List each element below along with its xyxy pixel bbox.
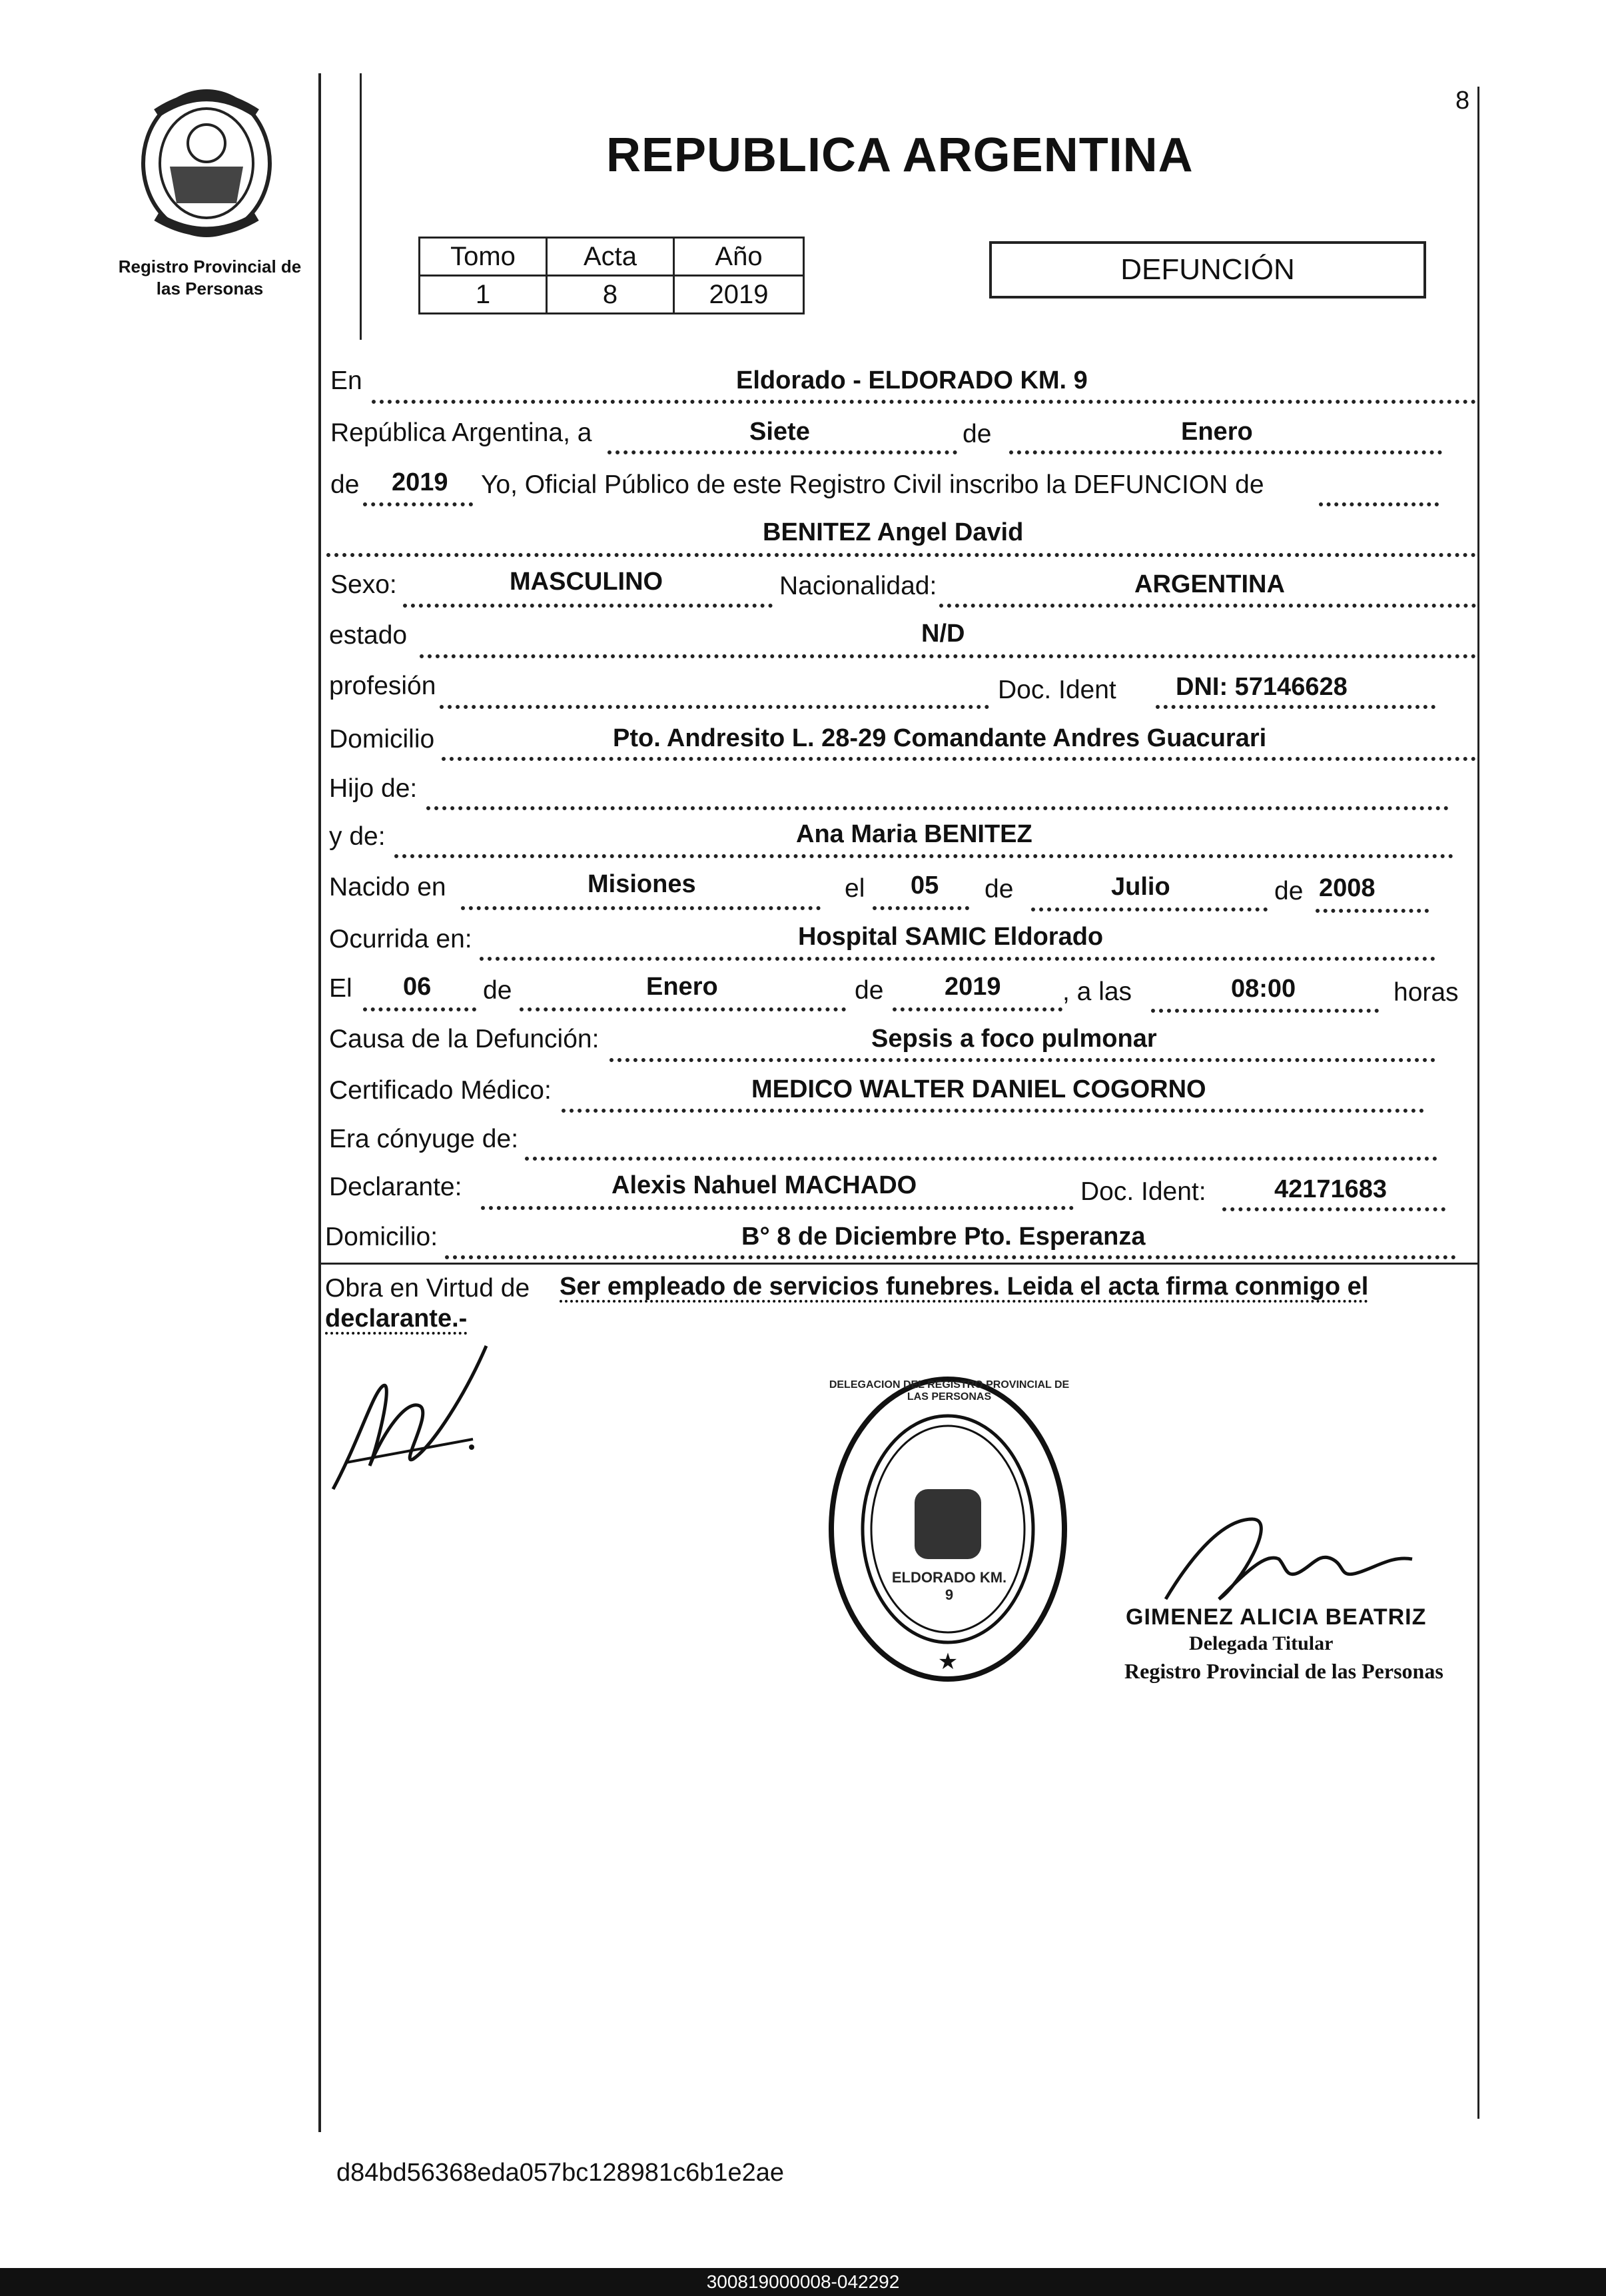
- ocurrida-label: Ocurrida en:: [329, 925, 472, 953]
- official-name: GIMENEZ ALICIA BEATRIZ: [1126, 1604, 1427, 1630]
- registry-name-line1: Registro Provincial de: [118, 257, 302, 277]
- left-margin-line-inner: [360, 73, 362, 340]
- page-number: 8: [1455, 87, 1470, 115]
- death-day-dots: [363, 1007, 476, 1011]
- y-de-label: y de:: [329, 822, 386, 851]
- death-time: 08:00: [1231, 975, 1296, 1003]
- profesion-label: profesión: [329, 672, 436, 700]
- official-dots: [1319, 502, 1439, 506]
- nacido-value: Misiones: [588, 870, 696, 898]
- domicilio-value: Pto. Andresito L. 28-29 Comandante Andres Guacurari: [613, 724, 1267, 752]
- death-month: Enero: [646, 973, 718, 1001]
- table-header-anio: Año: [674, 238, 804, 276]
- declarant-signature: [320, 1339, 506, 1499]
- table-value-anio: 2019: [674, 276, 804, 314]
- conyuge-dots: [525, 1157, 1437, 1161]
- de-label-2: de: [330, 470, 360, 499]
- hijo-dots: [426, 806, 1449, 810]
- stamp-ring-text: DELEGACION DEL REGISTRO PROVINCIAL DE LAS PERSONAS: [829, 1379, 1070, 1403]
- deceased-name: BENITEZ Angel David: [763, 518, 1024, 546]
- el-death-label: El: [329, 974, 352, 1003]
- section-divider: [320, 1263, 1479, 1265]
- record-table: [418, 237, 805, 314]
- document-hash: d84bd56368eda057bc128981c6b1e2ae: [336, 2159, 785, 2187]
- estado-value: N/D: [921, 620, 965, 648]
- de-label-5: de: [483, 976, 512, 1005]
- de-label-3: de: [985, 875, 1014, 903]
- month-value: Enero: [1181, 418, 1253, 446]
- name-dots: [326, 553, 1476, 557]
- certificado-dots: [562, 1109, 1424, 1113]
- document-type-box: [989, 241, 1426, 298]
- sexo-label: Sexo:: [330, 570, 397, 599]
- y-de-value: Ana Maria BENITEZ: [796, 820, 1032, 848]
- declarante-value: Alexis Nahuel MACHADO: [611, 1171, 917, 1199]
- death-time-dots: [1151, 1009, 1379, 1013]
- day-dots: [607, 450, 957, 454]
- document-type-label: DEFUNCIÓN: [1120, 253, 1295, 286]
- death-day: 06: [403, 973, 432, 1001]
- table-value-acta: 8: [547, 276, 674, 314]
- causa-label: Causa de la Defunción:: [329, 1025, 600, 1053]
- page-title: REPUBLICA ARGENTINA: [606, 129, 1194, 182]
- doc-ident2-dots: [1222, 1207, 1445, 1211]
- stamp-inner-text: ELDORADO KM. 9: [891, 1569, 1007, 1603]
- declarante-label: Declarante:: [329, 1173, 462, 1201]
- day-value: Siete: [749, 418, 810, 446]
- obra-value: Ser empleado de servicios funebres. Leida el acta firma conmigo el: [560, 1273, 1369, 1301]
- causa-value: Sepsis a foco pulmonar: [871, 1025, 1157, 1053]
- domicilio2-dots: [445, 1255, 1456, 1259]
- death-year: 2019: [945, 973, 1001, 1001]
- en-label: En: [330, 366, 362, 395]
- official-text: Yo, Oficial Público de este Registro Civil inscribo la DEFUNCION de: [481, 470, 1264, 499]
- de-label-1: de: [963, 420, 992, 448]
- domicilio-dots: [442, 757, 1476, 761]
- a-las-label: , a las: [1062, 977, 1132, 1006]
- el-label: el: [845, 874, 865, 903]
- de-label-6: de: [855, 976, 884, 1005]
- republica-label: República Argentina, a: [330, 418, 592, 447]
- en-value: Eldorado - ELDORADO KM. 9: [736, 366, 1088, 394]
- table-header-acta: Acta: [547, 238, 674, 276]
- domicilio-label: Domicilio: [329, 725, 435, 754]
- nacido-dots: [461, 906, 821, 910]
- birth-day-dots: [873, 906, 969, 910]
- certificado-value: MEDICO WALTER DANIEL COGORNO: [751, 1075, 1206, 1103]
- conyuge-label: Era cónyuge de:: [329, 1125, 519, 1153]
- barcode-number: 300819000008-042292: [706, 2271, 900, 2292]
- official-title: Delegada Titular: [1189, 1632, 1334, 1654]
- declarante-dots: [481, 1206, 1074, 1210]
- year-dots: [363, 502, 473, 506]
- province-emblem: [137, 87, 276, 240]
- doc-ident2-label: Doc. Ident:: [1080, 1177, 1206, 1206]
- profesion-dots: [440, 705, 989, 709]
- nacido-label: Nacido en: [329, 873, 446, 901]
- table-value-tomo: 1: [420, 276, 547, 314]
- doc-ident-dots: [1156, 705, 1435, 709]
- registry-name-line2: las Personas: [156, 279, 264, 298]
- obra-value-2: declarante.-: [325, 1305, 468, 1333]
- table-header-tomo: Tomo: [420, 238, 547, 276]
- hijo-label: Hijo de:: [329, 774, 418, 803]
- estado-dots: [420, 654, 1476, 658]
- birth-month: Julio: [1111, 873, 1170, 901]
- official-stamp: [825, 1373, 1071, 1686]
- birth-year-dots: [1316, 909, 1429, 913]
- domicilio2-label: Domicilio:: [325, 1223, 438, 1251]
- ocurrida-dots: [480, 957, 1435, 961]
- birth-month-dots: [1031, 907, 1268, 911]
- nacionalidad-value: ARGENTINA: [1134, 570, 1285, 598]
- sexo-value: MASCULINO: [510, 568, 663, 596]
- death-year-dots: [893, 1007, 1062, 1011]
- estado-label: estado: [329, 621, 408, 650]
- certificado-label: Certificado Médico:: [329, 1076, 552, 1105]
- doc-ident-value: DNI: 57146628: [1176, 673, 1348, 701]
- y-de-dots: [394, 854, 1453, 858]
- death-month-dots: [520, 1007, 846, 1011]
- birth-year: 2008: [1319, 874, 1376, 902]
- sexo-dots: [403, 604, 773, 608]
- svg-text:★: ★: [937, 1649, 959, 1674]
- ocurrida-value: Hospital SAMIC Eldorado: [798, 923, 1104, 951]
- doc-ident2-value: 42171683: [1274, 1175, 1388, 1203]
- obra-label: Obra en Virtud de: [325, 1274, 530, 1303]
- right-margin-line: [1477, 87, 1479, 2119]
- official-registry: Registro Provincial de las Personas: [1124, 1659, 1443, 1683]
- causa-dots: [609, 1058, 1435, 1062]
- horas-label: horas: [1394, 978, 1459, 1007]
- de-label-4: de: [1274, 877, 1304, 905]
- nacionalidad-label: Nacionalidad:: [779, 572, 937, 600]
- birth-day: 05: [911, 871, 939, 899]
- barcode-bar: [0, 2268, 1606, 2296]
- month-dots: [1009, 450, 1442, 454]
- domicilio2-value: B° 8 de Diciembre Pto. Esperanza: [741, 1223, 1146, 1251]
- doc-ident-label: Doc. Ident: [998, 676, 1116, 704]
- en-dots: [372, 400, 1476, 404]
- nacionalidad-dots: [939, 604, 1476, 608]
- left-margin-line: [318, 73, 321, 2132]
- year-value: 2019: [392, 468, 448, 496]
